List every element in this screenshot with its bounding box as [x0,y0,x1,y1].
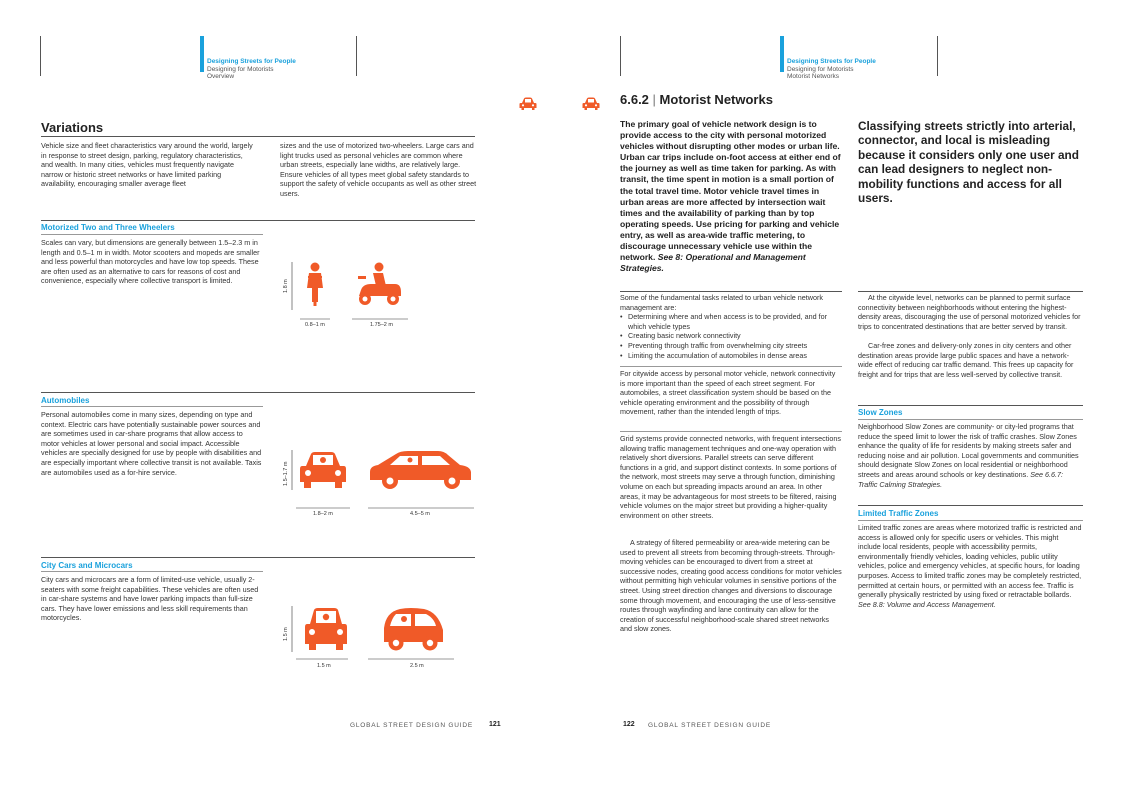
dim-width-motorized-1: 0.8–1 m [305,322,325,328]
divider-thin [41,571,263,572]
page-number-right: 122 [623,721,635,728]
intro-reference-link[interactable]: See 8: Operational and Management Strategies. [620,252,806,274]
dimension-line [300,317,410,321]
list-item: • Preventing through traffic from overwhelming city streets [628,341,842,351]
running-header-right [787,58,876,81]
crop-mark-right-mid [620,36,621,76]
para-citywide-access: For citywide access by personal motor vehicle, network connectivity is more important than the speed of each street segment. For automobiles, a street classification system should be based on the vehicle operating environment and the possibility of through movement, rather than the intended length of trips. [620,369,836,417]
dimension-line [290,606,294,652]
motorcycle-icon [355,262,403,306]
divider [41,557,475,558]
running-header-left [207,58,296,81]
para-citywide-level: At the citywide level, networks can be planned to permit surface connectivity between neighborhoods without entering the highest-density areas, discouraging the use of personal motorized vehicles for trips to concentrated destinations that are better served by transit. [858,293,1081,331]
section-title-variations: Variations [41,120,104,135]
divider-thin [858,520,1083,521]
divider [858,291,1083,292]
section-title: Motorist Networks [659,92,773,107]
car-icon [519,97,537,111]
dim-width-citycars-1: 1.5 m [317,663,331,669]
dim-width-automobiles-2: 4.5–5 m [410,511,430,517]
header-section: Designing Streets for People [787,58,876,65]
dim-height-motorized: 1.8 m [283,279,289,293]
tasks-block [620,293,842,360]
list-item: • Determining where and when access is to be provided, and for which vehicle types [628,312,842,331]
footer-guide-left: GLOBAL STREET DESIGN GUIDE [350,722,474,729]
para-grid: Grid systems provide connected networks, with frequent intersections allowing traffic management techniques and one-way operation with relatively short diversions. Parallel streets can serve different functions in a grid, and support distinct contexts. In some portions of the network, most streets may serve a through function, diminishing volume on each but spreading impacts around an area. In other areas, it may be advantageous for most streets to be filtered, raising vehicle volumes on the major street but providing a higher-quality environment on other streets. [620,434,841,520]
header-accent-bar [780,36,784,72]
car-side-icon [368,450,473,490]
dimension-line [296,657,456,661]
intro-text: The primary goal of vehicle network design is to provide access to the city with personal motorized vehicles without disrupting other modes or urban life. Urban car trips include on-foot access at either end of the journey as well as time taken for parking. As with transit, the time spent in motion is a small portion of the total travel time. Motor vehicle travel times in urban areas are more affected by intersection wait times and the availability of parking than by top operating speeds. Use pricing for parking and vehicle entry, as well as area-wide traffic metering, to discourage unnecessary vehicle use within the network. [620,119,841,263]
slow-zones-reference-link[interactable]: See 6.6.7: Traffic Calming Strategies. [858,469,1063,489]
limited-zones-block [858,523,1083,609]
dim-width-automobiles-1: 1.8–2 m [313,511,333,517]
tasks-list [620,312,842,360]
page-title: 6.6.2 | Motorist Networks [620,92,773,107]
variations-col2: sizes and the use of motorized two-wheelers. Large cars and light trucks used as personal vehicles are common where urban streets, especially lane widths, are relatively large. Ensure vehicles of all types meet global safety standards to support the safety of vehicle occupants as well as other street users. [280,141,477,198]
pull-quote: Classifying streets strictly into arterial, connector, and local is misleading because it considers only one user and can lead designers to neglect non-mobility functions and access for all users. [858,119,1079,206]
dimension-line [296,506,476,510]
limited-zones-reference-link[interactable]: See 8.8: Volume and Access Management. [858,599,996,609]
limited-zones-text: Limited traffic zones are areas where motorized traffic is restricted and access is allowed only for specific users or vehicles. This might include local residents, people with accessibility permits, environmentally friendly vehicles, loading vehicles, public utility vehicles, police and emergency vehicles, at specific hours, for loading purposes. Access to limited traffic zones may be completely restricted, permitted at certain hours, or permitted with an access fee. Traffic is generally physically restricted by using fixed or retractable bollards. [858,523,1082,600]
dimension-line [290,262,294,310]
dimension-line [290,450,294,490]
para-car-free: Car-free zones and delivery-only zones in city centers and other destination areas provide large public spaces and have a network-wide effect of reducing car traffic demand. This frees up capacity for freight and for trips that are less well-served by collective transit. [858,341,1074,379]
header-accent-bar [200,36,204,72]
page-number-left: 121 [489,721,501,728]
divider-thin [858,419,1083,420]
microcar-front-icon [304,606,348,652]
para-filtered: A strategy of filtered permeability or area-wide metering can be used to prevent all streets from becoming through-streets. Through-moving vehicles can be encouraged to divert from a street at successive nodes, creating good access conditions for motor vehicles without permitting high vehicular volumes in sensitive portions of the street. Using street direction changes and diversions to discourage some through movement, and encouraging the use of less-sensitive routes through wayfinding and lane continuity can allow for the creation of successful neighborhood-scale shared street networks and slow zones. [620,538,842,634]
variations-col1: Vehicle size and fleet characteristics vary around the world, largely in response to street design, parking, regulatory characteristics, and wealth. In many cities, vehicles must frequently navigate narrow or historic street networks or have limited parking availability, encouraging smaller average fleet [41,141,253,189]
intro-paragraph [620,119,842,274]
dim-width-motorized-2: 1.75–2 m [370,322,393,328]
subhead-slow-zones: Slow Zones [858,408,903,417]
dim-width-citycars-2: 2.5 m [410,663,424,669]
divider-thin [41,406,263,407]
microcar-side-icon [380,606,446,652]
car-front-icon [298,450,348,490]
header-chapter: Designing for Motorists [207,65,274,73]
slow-zones-block [858,422,1083,489]
header-chapter: Designing for Motorists [787,65,854,73]
dim-height-automobiles: 1.5–1.7 m [283,461,289,486]
header-topic: Overview [207,73,235,80]
divider [41,220,475,221]
divider [620,291,842,292]
header-section: Designing Streets for People [207,58,296,65]
footer-guide-right: GLOBAL STREET DESIGN GUIDE [648,722,772,729]
crop-mark-right [937,36,938,76]
dim-height-citycars: 1.5 m [283,627,289,641]
automobiles-text: Personal automobiles come in many sizes, depending on type and context. Electric cars have potentially sustainable power sources and are sometimes used in car-share programs that allow access to motor vehicles at lower personal and social impact. Accessible vehicles are specially designed for use by people with disabilities and are especially important where collective transit is not available. Taxis are automobiles used as a for-hire service. [41,410,262,477]
motorized-text: Scales can vary, but dimensions are generally between 1.5–2.3 m in length and 0.5–1 m in width. Motor scooters and mopeds are smaller and less powerful than motorcycles and have low top speeds. These are often used as an alternative to cars for reasons of cost and convenience, especially where collective transport is limited. [41,238,260,286]
divider [858,505,1083,506]
tasks-intro: Some of the fundamental tasks related to urban vehicle network management are: [620,293,823,312]
header-topic: Motorist Networks [787,73,840,80]
subhead-limited-traffic-zones: Limited Traffic Zones [858,509,939,518]
subhead-automobiles: Automobiles [41,396,90,405]
car-icon [582,97,600,111]
subhead-citycars: City Cars and Microcars [41,561,133,570]
crop-mark-left-mid [356,36,357,76]
divider [41,392,475,393]
crop-mark-left [40,36,41,76]
section-number: 6.6.2 [620,92,649,107]
divider [858,405,1083,406]
list-item: • Creating basic network connectivity [628,331,842,341]
pedestrian-scooter-icon [302,262,328,306]
divider-thin [620,431,842,432]
list-item: • Limiting the accumulation of automobiles in dense areas [628,351,842,361]
divider-thin [620,366,842,367]
divider [41,136,475,137]
subhead-motorized: Motorized Two and Three Wheelers [41,223,175,232]
slow-zones-text: Neighborhood Slow Zones are community- or city-led programs that reduce the speed limit to lower the risk of traffic crashes. Slow Zones enhance the quality of life for residents by making streets safer and reducing noise and air pollution. Local governments and communities should designate Slow Zones on local residential or neighborhood streets and areas around schools or key destinations. [858,422,1079,479]
citycars-text: City cars and microcars are a form of limited-use vehicle, usually 2-seaters with some freight capabilities. These vehicles are often used in car-share systems and have lower parking impacts than full-size cars. They have lower emissions and less skill requirements than motorcycles. [41,575,259,623]
divider-thin [41,234,263,235]
